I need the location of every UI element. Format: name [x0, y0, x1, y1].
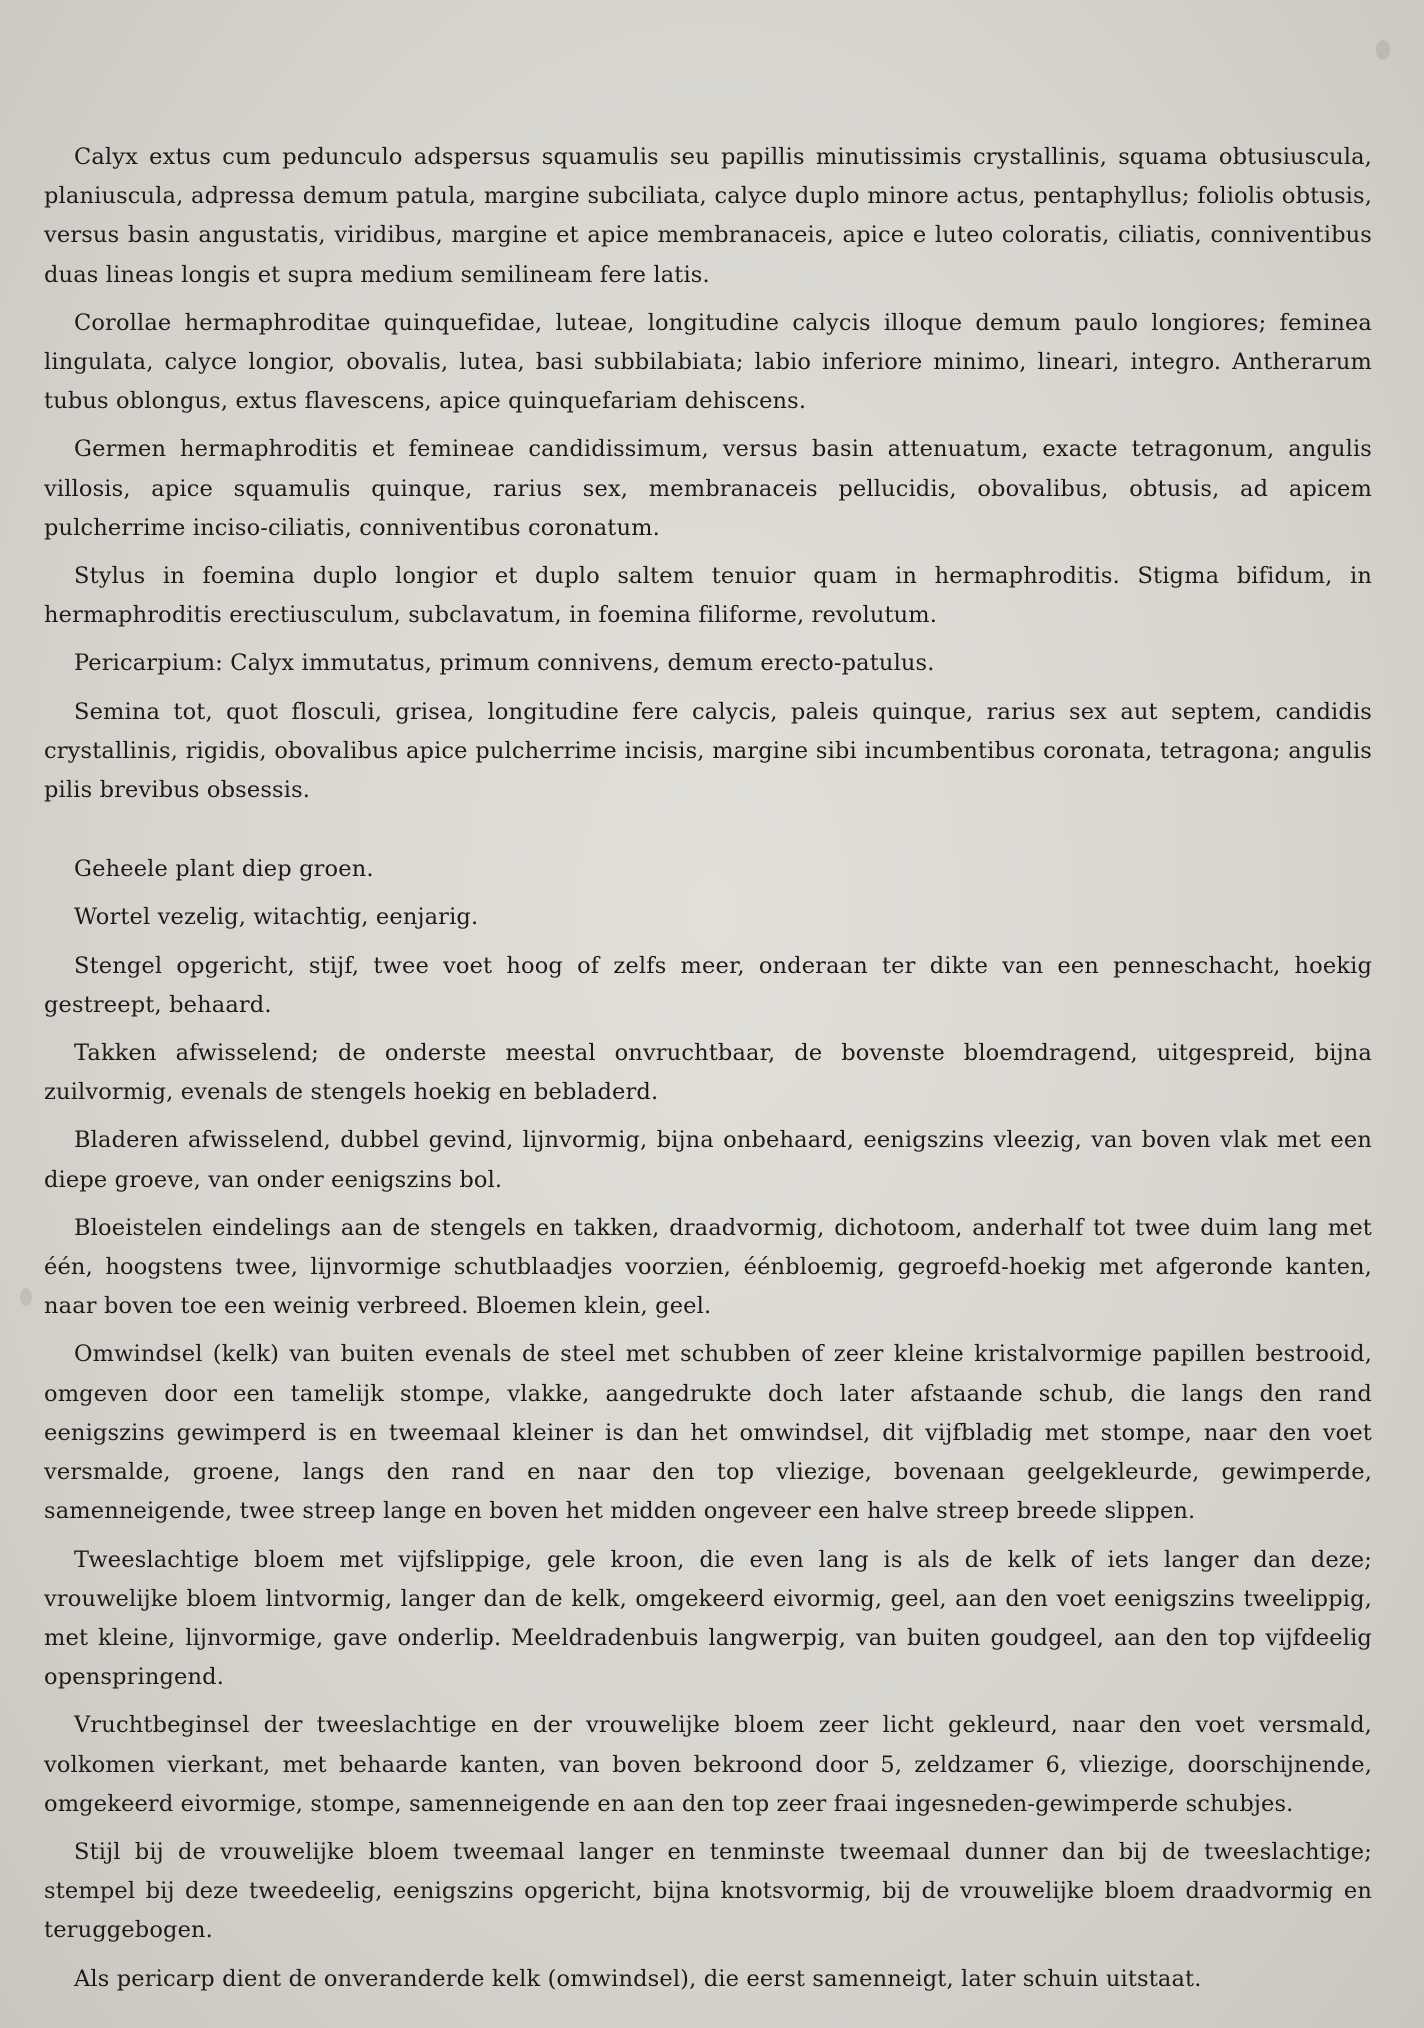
dutch-paragraph-vruchtbeginsel: Vruchtbeginsel der tweeslachtige en der vrouwelijke bloem zeer licht gekleurd, naar den voet versmald, volkomen vierkant, met behaarde kanten, van boven bekroond door 5, zeldzamer 6, vliezige, doorschijnende, omgekeerd eivormige, stompe, samenneigende en aan den top zeer fraai ingesneden-gewimperde schubjes.	[44, 1712, 1372, 1817]
dutch-paragraph-bloeistelen: Bloeistelen eindelings aan de stengels en takken, draadvormig, dichotoom, anderhalf tot twee duim lang met één, hoogstens twee, lijnvormige schutblaadjes voorzien, éénbloemig, gegroefd-hoekig met afgeronde kanten, naar boven toe een weinig verbreed. Bloemen klein, geel.	[44, 1214, 1372, 1320]
latin-paragraph-pericarpium: Pericarpium: Calyx immutatus, primum connivens, demum erecto-patulus.	[74, 650, 935, 677]
latin-paragraph-stylus: Stylus in foemina duplo longior et duplo saltem tenuior quam in hermaphroditis. Stigma bifidum, in hermaphroditis erectiusculum, subclavatum, in foemina filiforme, revolutum.	[44, 563, 1372, 629]
paper-stain	[20, 1288, 32, 1306]
latin-paragraph-germen: Germen hermaphroditis et femineae candidissimum, versus basin attenuatum, exacte tetragonum, angulis villosis, apice squamulis quinque, rarius sex, membranaceis pellucidis, obovalibus, obtusis, ad apicem pulcherrime inciso-ciliatis, conniventibus coronatum.	[44, 436, 1372, 541]
dutch-paragraph-pericarp: Als pericarp dient de onveranderde kelk (omwindsel), die eerst samenneigt, later schuin uitstaat.	[74, 1965, 1202, 1992]
dutch-paragraph-bloem: Tweeslachtige bloem met vijfslippige, gele kroon, die even lang is als de kelk of iets langer dan deze; vrouwelijke bloem lintvormig, langer dan de kelk, omgekeerd eivormig, geel, aan den voet eenigszins tweelippig, met kleine, lijnvormige, gave onderlip. Meeldradenbuis langwerpig, van buiten goudgeel, aan den top vijfdeelig openspringend.	[44, 1546, 1372, 1691]
latin-description	[44, 138, 1372, 810]
dutch-description	[44, 850, 1372, 1998]
dutch-paragraph-plant: Geheele plant diep groen.	[74, 856, 374, 883]
dutch-paragraph-stengel: Stengel opgericht, stijf, twee voet hoog of zelfs meer, onderaan ter dikte van een penneschacht, hoekig gestreept, behaard.	[44, 952, 1372, 1018]
page-text	[44, 138, 1372, 2008]
dutch-paragraph-omwindsel: Omwindsel (kelk) van buiten evenals de steel met schubben of zeer kleine kristalvormige papillen bestrooid, omgeven door een tamelijk stompe, vlakke, aangedrukte doch later afstaande schub, die langs den rand eenigszins gewimperd is en tweemaal kleiner is dan het omwindsel, dit vijfbladig met stompe, naar den voet versmalde, groene, langs den rand en naar den top vliezige, bovenaan geelgekleurde, gewimperde, samenneigende, twee streep lange en boven het midden ongeveer een halve streep breede slippen.	[44, 1341, 1372, 1525]
latin-paragraph-corolla: Corollae hermaphroditae quinquefidae, luteae, longitudine calycis illoque demum paulo longiores; feminea lingulata, calyce longior, obovalis, lutea, basi subbilabiata; labio inferiore minimo, lineari, integro. Antherarum tubus oblongus, extus flavescens, apice quinquefariam dehiscens.	[44, 309, 1372, 415]
dutch-paragraph-bladeren: Bladeren afwisselend, dubbel gevind, lijnvormig, bijna onbehaard, eenigszins vleezig, van boven vlak met een diepe groeve, van onder eenigszins bol.	[44, 1127, 1372, 1193]
dutch-paragraph-stijl: Stijl bij de vrouwelijke bloem tweemaal langer en tenminste tweemaal dunner dan bij de tweeslachtige; stempel bij deze tweedeelig, eenigszins opgericht, bijna knotsvormig, bij de vrouwelijke bloem draadvormig en teruggebogen.	[44, 1838, 1372, 1944]
latin-paragraph-semina: Semina tot, quot flosculi, grisea, longitudine fere calycis, paleis quinque, rarius sex aut septem, candidis crystallinis, rigidis, obovalibus apice pulcherrime incisis, margine sibi incumbentibus coronata, tetragona; angulis pilis brevibus obsessis.	[44, 698, 1372, 804]
dutch-paragraph-wortel: Wortel vezelig, witachtig, eenjarig.	[74, 904, 479, 931]
latin-paragraph-calyx: Calyx extus cum pedunculo adspersus squamulis seu papillis minutissimis crystallinis, squama obtusiuscula, planiuscula, adpressa demum patula, margine subciliata, calyce duplo minore actus, pentaphyllus; foliolis obtusis, versus basin angustatis, viridibus, margine et apice membranaceis, apice e luteo coloratis, ciliatis, conniventibus duas lineas longis et supra medium semilineam fere latis.	[44, 144, 1372, 288]
dutch-paragraph-takken: Takken afwisselend; de onderste meestal onvruchtbaar, de bovenste bloemdragend, uitgespreid, bijna zuilvormig, evenals de stengels hoekig en bebladerd.	[44, 1040, 1372, 1106]
paper-stain	[1376, 40, 1390, 60]
